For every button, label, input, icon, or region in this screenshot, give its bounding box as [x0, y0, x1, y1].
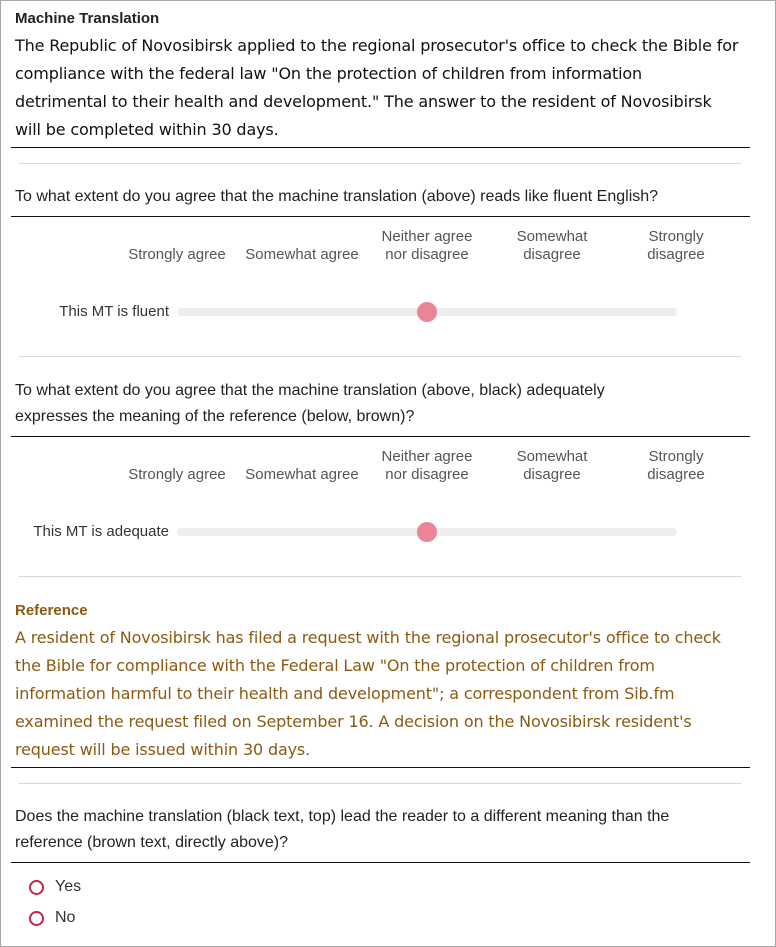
fluency-scale-strongly-disagree-line1: Strongly [648, 228, 704, 245]
mt-text [15, 32, 755, 144]
adequacy-slider-track[interactable] [177, 528, 677, 536]
mt-divider [11, 147, 750, 148]
fluency-scale-strongly-disagree-line2: disagree [647, 246, 705, 263]
reference-line-5: request will be issued within 30 days. [15, 740, 311, 759]
reference-line-4: examined the request filed on September 16. A decision on the Novosibirsk resident's [15, 712, 692, 731]
reference-line-1: A resident of Novosibirsk has filed a request with the regional prosecutor's office to check [15, 628, 721, 647]
section-separator-3 [19, 576, 741, 577]
adequacy-question-line2: expresses the meaning of the reference (below, brown)? [15, 408, 415, 425]
adequacy-scale [1, 448, 776, 558]
fluency-slider-track[interactable] [177, 308, 677, 316]
option-no-label[interactable]: No [55, 909, 76, 926]
adequacy-row-label: This MT is adequate [33, 523, 169, 540]
option-yes-label[interactable]: Yes [55, 878, 82, 895]
adequacy-scale-neutral [362, 448, 492, 484]
reference-line-2: the Bible for compliance with the Federal Law "On the protection of children from [15, 656, 655, 675]
section-separator-2 [19, 356, 741, 357]
adequacy-slider-thumb[interactable] [417, 522, 437, 542]
adequacy-question [15, 378, 755, 430]
meaning-question-line1: Does the machine translation (black text, top) lead the reader to a different meaning than the [15, 808, 670, 825]
fluency-question: To what extent do you agree that the machine translation (above) reads like fluent English? [15, 188, 659, 205]
option-yes[interactable] [29, 875, 81, 899]
reference-label: Reference [15, 602, 88, 619]
adequacy-scale-somewhat-disagree-line2: disagree [523, 466, 581, 483]
reference-line-3: information harmful to their health and development"; a correspondent from Sib.fm [15, 684, 675, 703]
adequacy-scale-strongly-disagree-line1: Strongly [648, 448, 704, 465]
option-yes-radio[interactable] [29, 880, 44, 895]
fluency-question-divider [11, 216, 750, 217]
adequacy-question-line1: To what extent do you agree that the machine translation (above, black) adequately [15, 382, 605, 399]
fluency-scale-strongly-agree: Strongly agree [128, 246, 226, 263]
meaning-question [15, 804, 755, 856]
section-separator-4 [19, 783, 741, 784]
adequacy-scale-strongly-disagree [611, 448, 741, 484]
mt-line-3: detrimental to their health and development." The answer to the resident of Novosibirsk [15, 92, 712, 111]
fluency-scale-somewhat-disagree-line1: Somewhat [516, 228, 588, 245]
fluency-row-label: This MT is fluent [59, 303, 169, 320]
fluency-scale-strongly-disagree [611, 228, 741, 264]
reference-text [15, 624, 755, 764]
adequacy-scale-neutral-line1: Neither agree [381, 448, 473, 465]
adequacy-scale-strongly-disagree-line2: disagree [647, 466, 705, 483]
section-separator-1 [19, 163, 741, 164]
meaning-question-divider [11, 862, 750, 863]
mt-line-2: compliance with the federal law "On the protection of children from information [15, 64, 643, 83]
mt-line-1: The Republic of Novosibirsk applied to the regional prosecutor's office to check the Bible for [15, 36, 739, 55]
meaning-question-line2: reference (brown text, directly above)? [15, 834, 289, 851]
option-no-radio[interactable] [29, 911, 44, 926]
mt-label: Machine Translation [15, 10, 160, 27]
fluency-scale-somewhat-agree: Somewhat agree [245, 246, 359, 263]
adequacy-scale-somewhat-disagree-line1: Somewhat [516, 448, 588, 465]
fluency-scale-neutral [362, 228, 492, 264]
fluency-scale-neutral-line1: Neither agree [381, 228, 473, 245]
reference-divider [11, 767, 750, 768]
adequacy-question-divider [11, 436, 750, 437]
fluency-scale [1, 228, 776, 338]
fluency-scale-somewhat-disagree [487, 228, 617, 264]
fluency-slider-thumb[interactable] [417, 302, 437, 322]
adequacy-scale-somewhat-disagree [487, 448, 617, 484]
fluency-scale-neutral-line2: nor disagree [385, 246, 469, 263]
adequacy-scale-somewhat-agree: Somewhat agree [245, 466, 359, 483]
option-no[interactable] [29, 906, 75, 930]
adequacy-scale-strongly-agree: Strongly agree [128, 466, 226, 483]
fluency-scale-somewhat-disagree-line2: disagree [523, 246, 581, 263]
adequacy-scale-neutral-line2: nor disagree [385, 466, 469, 483]
mt-line-4: will be completed within 30 days. [15, 120, 279, 139]
